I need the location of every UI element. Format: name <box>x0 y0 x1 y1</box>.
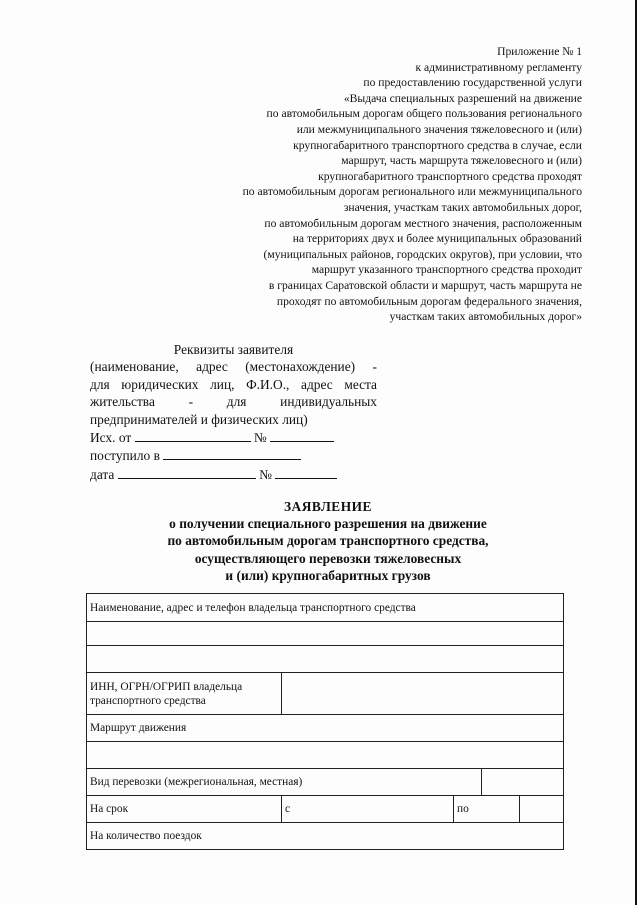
page-edge-shadow <box>635 0 637 905</box>
route-field[interactable] <box>87 742 564 769</box>
table-row <box>87 646 564 673</box>
table-row <box>87 622 564 646</box>
date-number-blank[interactable] <box>275 465 337 479</box>
heading-line: и (или) крупногабаритных грузов <box>225 567 431 583</box>
heading-line: по автомобильным дорогам транспортного средства, <box>167 533 489 549</box>
date-label: дата <box>90 466 115 482</box>
number-sign: № <box>253 430 267 446</box>
application-form-table <box>86 593 564 850</box>
appendix-line: к административному регламенту <box>415 60 582 74</box>
outgoing-date-blank[interactable] <box>135 428 251 442</box>
transport-type-label: Вид перевозки (межрегиональная, местная) <box>87 769 482 796</box>
applicant-desc-line: (наименование, адрес (местонахождение) - <box>90 359 377 375</box>
period-from-cell[interactable] <box>282 796 454 823</box>
table-row <box>87 823 564 850</box>
received-label: поступило в <box>90 448 160 464</box>
appendix-line: по автомобильным дорогам общего пользования регионального <box>266 107 582 121</box>
table-row <box>87 796 564 823</box>
appendix-line: по предоставлению государственной услуги <box>363 76 582 90</box>
outgoing-row <box>90 428 377 446</box>
table-row <box>87 742 564 769</box>
table-row <box>87 769 564 796</box>
appendix-line: на территориях двух и более муниципальных образований <box>292 232 582 246</box>
received-blank[interactable] <box>163 446 301 460</box>
applicant-details <box>90 341 377 483</box>
from-label: с <box>285 803 291 815</box>
owner-name-field-2[interactable] <box>87 646 564 673</box>
applicant-desc-line: предпринимателей и физических лиц) <box>90 411 308 427</box>
date-row <box>90 465 377 483</box>
appendix-note <box>142 44 582 325</box>
appendix-line: маршрут указанного транспортного средства проходит <box>311 263 582 277</box>
applicant-desc-line: жительства - для индивидуальных <box>90 394 377 410</box>
outgoing-label: Исх. от <box>90 430 132 446</box>
appendix-line: значения, участкам таких автомобильных дорог, <box>343 200 582 214</box>
period-label: На срок <box>87 796 282 823</box>
trips-label: На количество поездок <box>87 823 564 850</box>
applicant-desc-line: для юридических лиц, Ф.И.О., адрес места <box>90 376 377 392</box>
appendix-line: проходят по автомобильным дорогам федерального значения, <box>276 294 582 308</box>
inn-label-line: транспортного средства <box>90 694 206 707</box>
appendix-line: крупногабаритного транспортного средства проходят <box>318 169 582 183</box>
table-row <box>87 673 564 715</box>
owner-name-field[interactable] <box>87 622 564 646</box>
period-to-field[interactable] <box>520 796 564 823</box>
appendix-line: в границах Саратовской области и маршрут, часть маршрута не <box>268 278 582 292</box>
table-row <box>87 594 564 622</box>
inn-label <box>87 673 282 715</box>
owner-name-label: Наименование, адрес и телефон владельца транспортного средства <box>87 594 564 622</box>
heading-line: о получении специального разрешения на движение <box>169 516 487 532</box>
appendix-line: участкам таких автомобильных дорог» <box>389 310 582 324</box>
received-row <box>90 446 377 464</box>
appendix-line: по автомобильным дорогам местного значения, расположенным <box>264 216 582 230</box>
date-blank[interactable] <box>118 465 256 479</box>
appendix-line: «Выдача специальных разрешений на движение <box>343 91 582 105</box>
route-label: Маршрут движения <box>87 715 564 742</box>
transport-type-field[interactable] <box>482 769 564 796</box>
outgoing-number-blank[interactable] <box>270 428 334 442</box>
appendix-line: (муниципальных районов, городских округов), при условии, что <box>263 247 582 261</box>
table-row <box>87 715 564 742</box>
appendix-line: крупногабаритного транспортного средства в случае, если <box>293 138 582 152</box>
to-label: по <box>457 803 469 815</box>
appendix-line: по автомобильным дорогам регионального или межмуниципального <box>242 185 582 199</box>
appendix-line: или межмуниципального значения тяжеловесного и (или) <box>296 122 582 136</box>
heading-line: осуществляющего перевозки тяжеловесных <box>194 550 462 566</box>
applicant-title: Реквизиты заявителя <box>173 342 294 357</box>
inn-label-line: ИНН, ОГРН/ОГРИП владельца <box>90 680 243 693</box>
document-title: ЗАЯВЛЕНИЕ <box>283 499 372 514</box>
appendix-line: маршрут, часть маршрута тяжеловесного и (или) <box>341 154 582 168</box>
document-heading <box>90 498 566 584</box>
appendix-line: Приложение № 1 <box>497 45 582 58</box>
number-sign: № <box>259 466 272 482</box>
period-to-cell[interactable] <box>454 796 520 823</box>
inn-field[interactable] <box>282 673 564 715</box>
